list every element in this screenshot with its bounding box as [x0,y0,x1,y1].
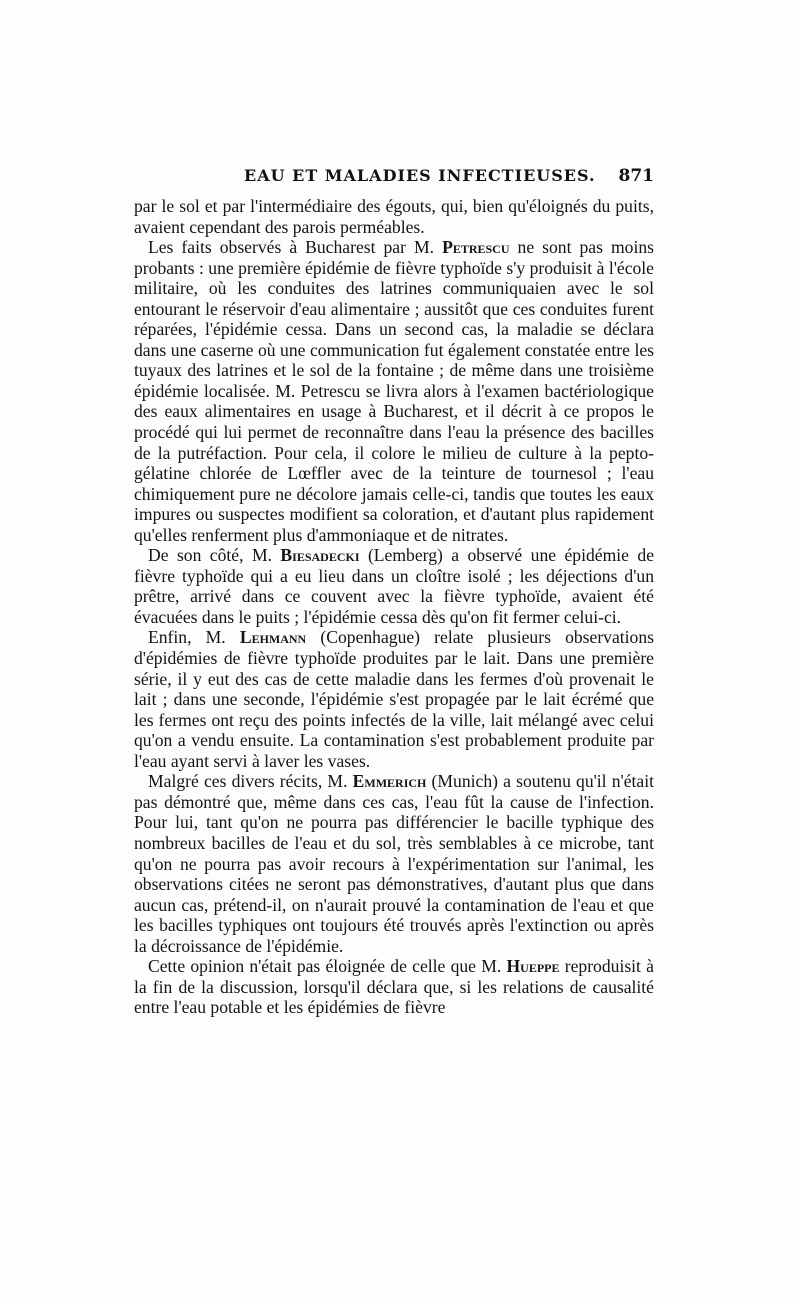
paragraph-text: (Copenhague) relate plusieurs observations d'épidémies de fièvre typhoïde produites par le lait. Dans une première série, il y eut des cas de cette maladie dans les fermes d'où provenait le lait ; dans une seconde, l'épidémie s'est propagée par le lait écrémé que les fermes ont reçu des points infectés de la ville, lait mélangé avec celui qu'on a vendu ensuite. La contamination s'est probablement produite par l'eau ayant servi à laver les vases. [134,627,654,771]
paragraph-text: De son côté, M. [148,545,281,566]
paragraph-text: (Lemberg) a observé une épidémie de fièvre typhoïde qui a eu lieu dans un cloître isolé ; les déjections d'un prêtre, arrivé dans ce couvent avec la fièvre typhoïde, avaient été évacuées dans le puits ; l'épidémie cessa dès qu'on fit fermer celui-ci. [134,545,654,627]
page-header [134,166,654,190]
author-name: Petrescu [442,237,510,258]
paragraph-text: (Munich) a soutenu qu'il n'était pas démontré que, même dans ces cas, l'eau fût la cause de l'infection. Pour lui, tant qu'on ne pourra pas différencier le bacille typhique des nombreux bacilles de l'eau et du sol, très semblables à ce microbe, tant qu'on ne pourra pas avoir recours à l'expérimentation sur l'animal, les observations citées ne seront pas démonstratives, d'autant plus que dans aucun cas, prétend-il, on n'aurait prouvé la contamination de l'eau et que les bacilles typhiques ont toujours été trouvés après l'extinction ou après la décroissance de l'épidémie. [134,771,654,956]
paragraph-text: Malgré ces divers récits, M. [148,771,353,792]
author-name: Biesadecki [280,545,360,566]
paragraph [134,627,654,771]
paragraph-text: Les faits observés à Bucharest par M. [148,237,443,258]
paragraph [134,196,654,237]
paragraph-text: reproduisit à la fin de la discussion, lorsqu'il déclara que, si les relations de causalité entre l'eau potable et les épidémies de fièvre [134,956,654,1018]
author-name: Lehmann [239,627,307,648]
paragraph-text: par le sol et par l'intermédiaire des égouts, qui, bien qu'éloignés du puits, avaient cependant des parois perméables. [134,196,654,237]
author-name: Hueppe [506,956,560,977]
body-text [134,196,654,1018]
paragraph [134,545,654,627]
page-number: 871 [618,166,654,186]
paragraph [134,956,654,1018]
paragraph [134,237,654,545]
running-title: EAU ET MALADIES INFECTIEUSES. [244,166,596,185]
paragraph-text: Cette opinion n'était pas éloignée de celle que M. [148,956,507,977]
paragraph [134,771,654,956]
paragraph-text: Enfin, M. [148,627,240,648]
author-name: Emmerich [352,771,427,792]
paragraph-text: ne sont pas moins probants : une première épidémie de fièvre typhoïde s'y produisit à l'école militaire, où les conduites des latrines communiquaien avec le sol entourant le réservoir d'eau alimentaire ; aussitôt que ces conduites furent réparées, l'épidémie cessa. Dans un second cas, la maladie se déclara dans une caserne où une communication fut également constatée entre les tuyaux des latrines et le sol de la fontaine ; de même dans une troisième épidémie localisée. M. Petrescu se livra alors à l'examen bactériologique des eaux alimentaires en usage à Bucharest, et il décrit à ce propos le procédé qui lui permet de reconnaître dans l'eau la présence des bacilles de la putréfaction. Pour cela, il colore le milieu de culture à la pepto-gélatine chlorée de Lœffler avec de la teinture de tournesol ; l'eau chimiquement pure ne décolore jamais celle-ci, tandis que toutes les eaux impures ou suspectes modifient sa coloration, et d'autant plus rapidement qu'elles renferment plus d'ammoniaque et de nitrates. [134,237,654,545]
